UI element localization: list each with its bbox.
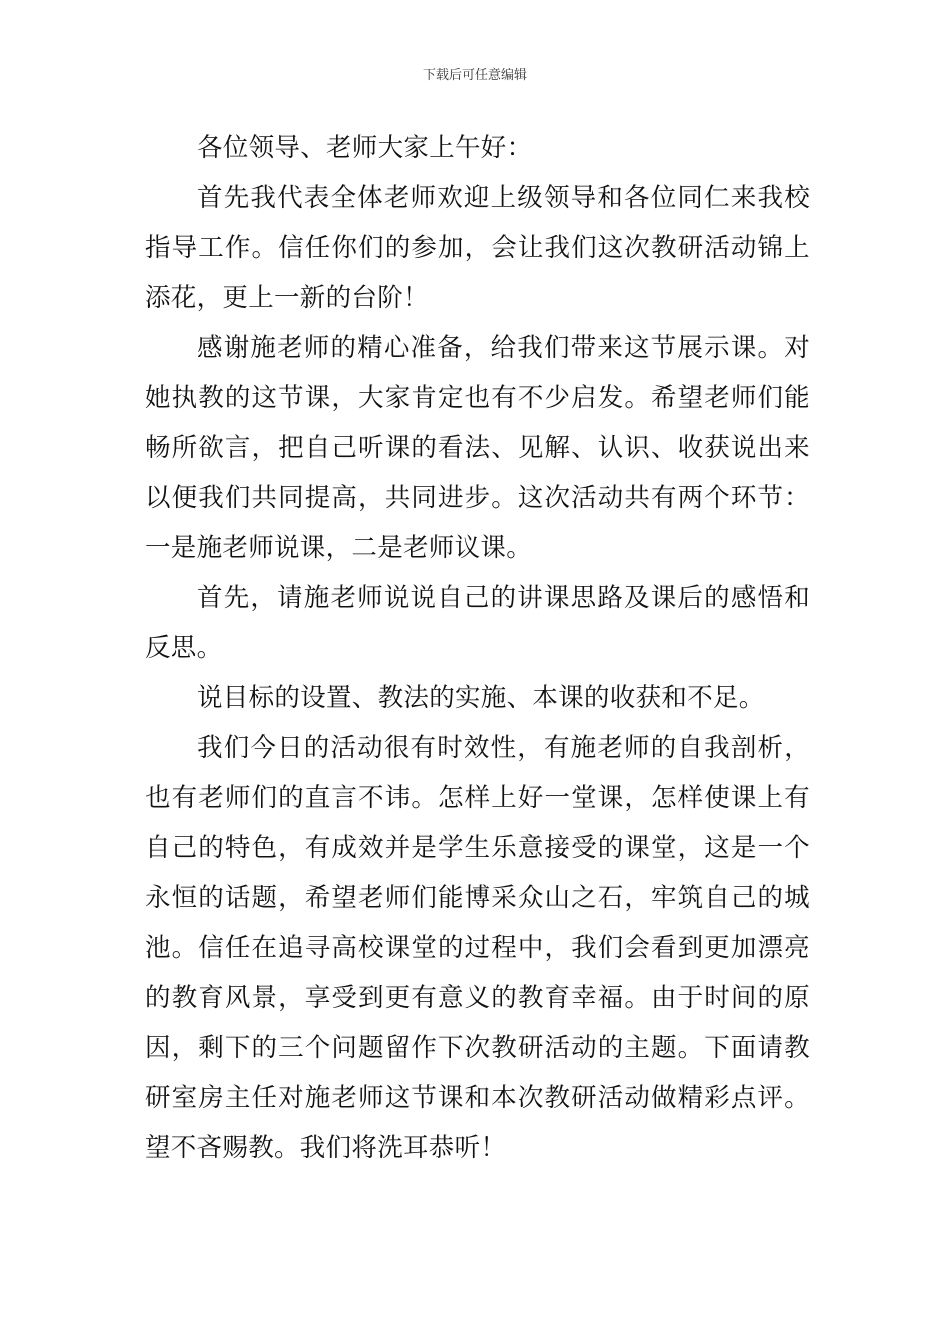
paragraph-invite: 首先，请施老师说说自己的讲课思路及课后的感悟和反思。 [145, 583, 810, 663]
paragraph-thanks: 感谢施老师的精心准备，给我们带来这节展示课。对她执教的这节课，大家肯定也有不少启发。希望老师们能畅所欲言，把自己听课的看法、见解、认识、收获说出来以便我们共同提高，共同进步。这次活动共有两个环节：一是施老师说课，二是老师议课。 [145, 333, 810, 563]
paragraph-greeting: 各位领导、老师大家上午好： [197, 133, 533, 163]
paragraph-closing: 我们今日的活动很有时效性，有施老师的自我剖析，也有老师们的直言不讳。怎样上好一堂课，怎样使课上有自己的特色，有成效并是学生乐意接受的课堂，这是一个永恒的话题，希望老师们能博采众山之石，牢筑自己的城池。信任在追寻高校课堂的过程中，我们会看到更加漂亮的教育风景，享受到更有意义的教育幸福。由于时间的原因，剩下的三个问题留作下次教研活动的主题。下面请教研室房主任对施老师这节课和本次教研活动做精彩点评。望不吝赐教。我们将洗耳恭听！ [145, 733, 810, 1163]
paragraph-topics: 说目标的设置、教法的实施、本课的收获和不足。 [197, 683, 765, 713]
paragraph-welcome: 首先我代表全体老师欢迎上级领导和各位同仁来我校指导工作。信任你们的参加，会让我们这次教研活动锦上添花，更上一新的台阶！ [145, 183, 810, 313]
page-header: 下载后可任意编辑 [422, 68, 527, 83]
document-body [145, 123, 810, 1173]
